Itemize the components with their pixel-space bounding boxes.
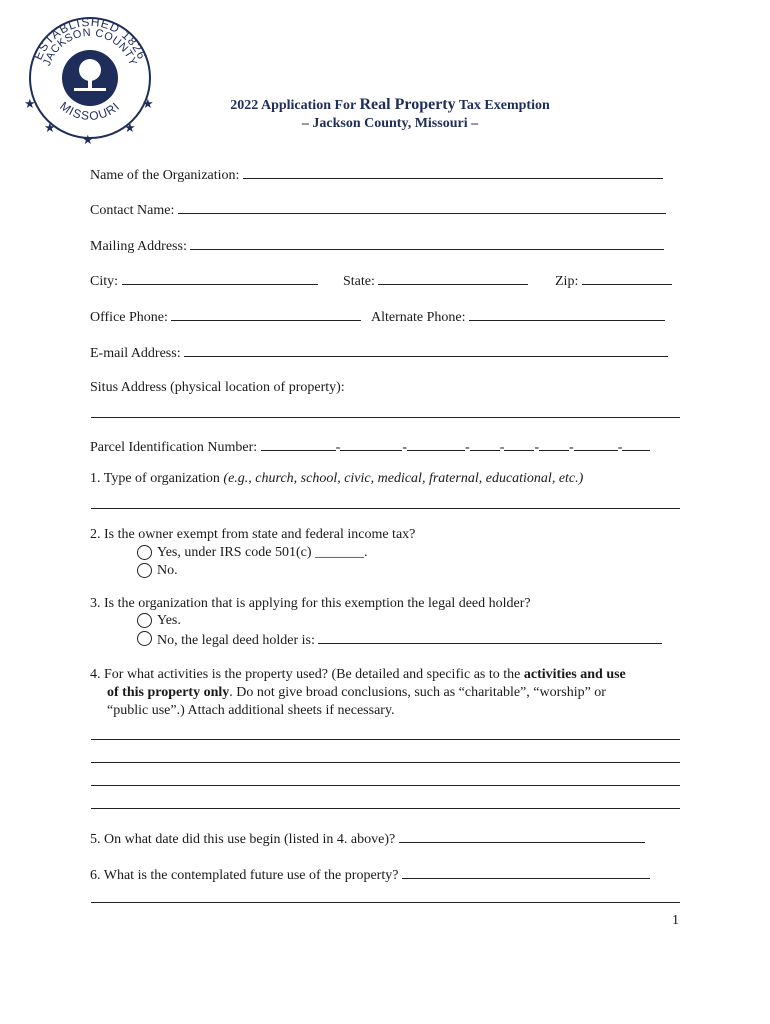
svg-text:★: ★ xyxy=(24,97,36,112)
mailing-address-field[interactable] xyxy=(190,235,664,250)
office-phone-field[interactable] xyxy=(171,306,361,321)
seal-top-text: ESTABLISHED 1826 xyxy=(30,14,150,62)
activities-answer-line[interactable] xyxy=(91,785,680,786)
seal-bottom-text: MISSOURI xyxy=(57,98,123,124)
situs-address-field[interactable] xyxy=(91,417,680,418)
question-5: 5. On what date did this use begin (listed in 4. above)? xyxy=(90,828,645,848)
seal-mid-text: JACKSON COUNTY xyxy=(41,26,139,68)
deed-holder-no-row: No, the legal deed holder is: xyxy=(157,629,662,649)
future-use-line-2[interactable] xyxy=(91,902,680,903)
parcel-segment[interactable] xyxy=(539,436,569,451)
parcel-segment[interactable] xyxy=(504,436,534,451)
parcel-segment[interactable] xyxy=(574,436,618,451)
form-title: 2022 Application For Real Property Tax Exemption xyxy=(230,96,550,113)
zip-field[interactable] xyxy=(582,270,672,285)
parcel-segment[interactable] xyxy=(470,436,500,451)
form-subtitle: – Jackson County, Missouri – xyxy=(301,116,479,131)
svg-text:★: ★ xyxy=(82,133,94,148)
question-4-line-1: 4. For what activities is the property used? (Be detailed and specific as to the activities and use xyxy=(90,667,626,682)
parcel-segment[interactable] xyxy=(261,436,336,451)
parcel-segment[interactable] xyxy=(407,436,465,451)
city-row: City: xyxy=(90,270,318,290)
zip-row: Zip: xyxy=(555,270,672,290)
question-2: 2. Is the owner exempt from state and federal income tax? xyxy=(90,527,416,542)
deed-holder-no-radio[interactable] xyxy=(137,631,152,646)
email-row: E-mail Address: xyxy=(90,342,668,362)
svg-text:★: ★ xyxy=(44,121,56,136)
jackson-county-seal xyxy=(24,14,156,148)
activities-answer-line[interactable] xyxy=(91,808,680,809)
alternate-phone-field[interactable] xyxy=(469,306,665,321)
office-phone-row: Office Phone: xyxy=(90,306,361,326)
activities-answer-line[interactable] xyxy=(91,762,680,763)
alt-phone-row: Alternate Phone: xyxy=(371,306,665,326)
deed-holder-yes-radio[interactable] xyxy=(137,613,152,628)
contact-row: Contact Name: xyxy=(90,199,666,219)
question-1: 1. Type of organization (e.g., church, school, civic, medical, fraternal, educational, etc.) xyxy=(90,471,584,486)
org-name-row: Name of the Organization: xyxy=(90,164,663,184)
deed-holder-name-field[interactable] xyxy=(318,629,662,644)
contact-name-field[interactable] xyxy=(178,199,666,214)
deed-holder-yes-label: Yes. xyxy=(157,613,181,628)
email-field[interactable] xyxy=(184,342,668,357)
tax-exempt-no-label: No. xyxy=(157,563,178,578)
situs-label: Situs Address (physical location of property): xyxy=(90,380,345,395)
mailing-row: Mailing Address: xyxy=(90,235,664,255)
use-begin-date-field[interactable] xyxy=(399,828,645,843)
parcel-segment[interactable] xyxy=(340,436,402,451)
svg-text:★: ★ xyxy=(124,121,136,136)
organization-type-field[interactable] xyxy=(91,508,680,509)
question-4-line-2: of this property only. Do not give broad conclusions, such as “charitable”, “worship” or xyxy=(107,685,606,700)
tax-exempt-no-radio[interactable] xyxy=(137,563,152,578)
parcel-row: Parcel Identification Number: - - - - - - - xyxy=(90,436,650,456)
activities-answer-line[interactable] xyxy=(91,739,680,740)
state-field[interactable] xyxy=(378,270,528,285)
svg-text:★: ★ xyxy=(142,97,154,112)
org-name-field[interactable] xyxy=(243,164,663,179)
question-3: 3. Is the organization that is applying for this exemption the legal deed holder? xyxy=(90,596,531,611)
question-4-line-3: “public use”.) Attach additional sheets if necessary. xyxy=(107,703,395,718)
future-use-field[interactable] xyxy=(402,864,650,879)
tax-exempt-yes-radio[interactable] xyxy=(137,545,152,560)
city-field[interactable] xyxy=(122,270,318,285)
page-number: 1 xyxy=(672,913,679,928)
parcel-segment[interactable] xyxy=(622,436,650,451)
question-6: 6. What is the contemplated future use of the property? xyxy=(90,864,650,884)
state-row: State: xyxy=(343,270,528,290)
tax-exempt-yes-label: Yes, under IRS code 501(c) _______. xyxy=(157,545,368,560)
